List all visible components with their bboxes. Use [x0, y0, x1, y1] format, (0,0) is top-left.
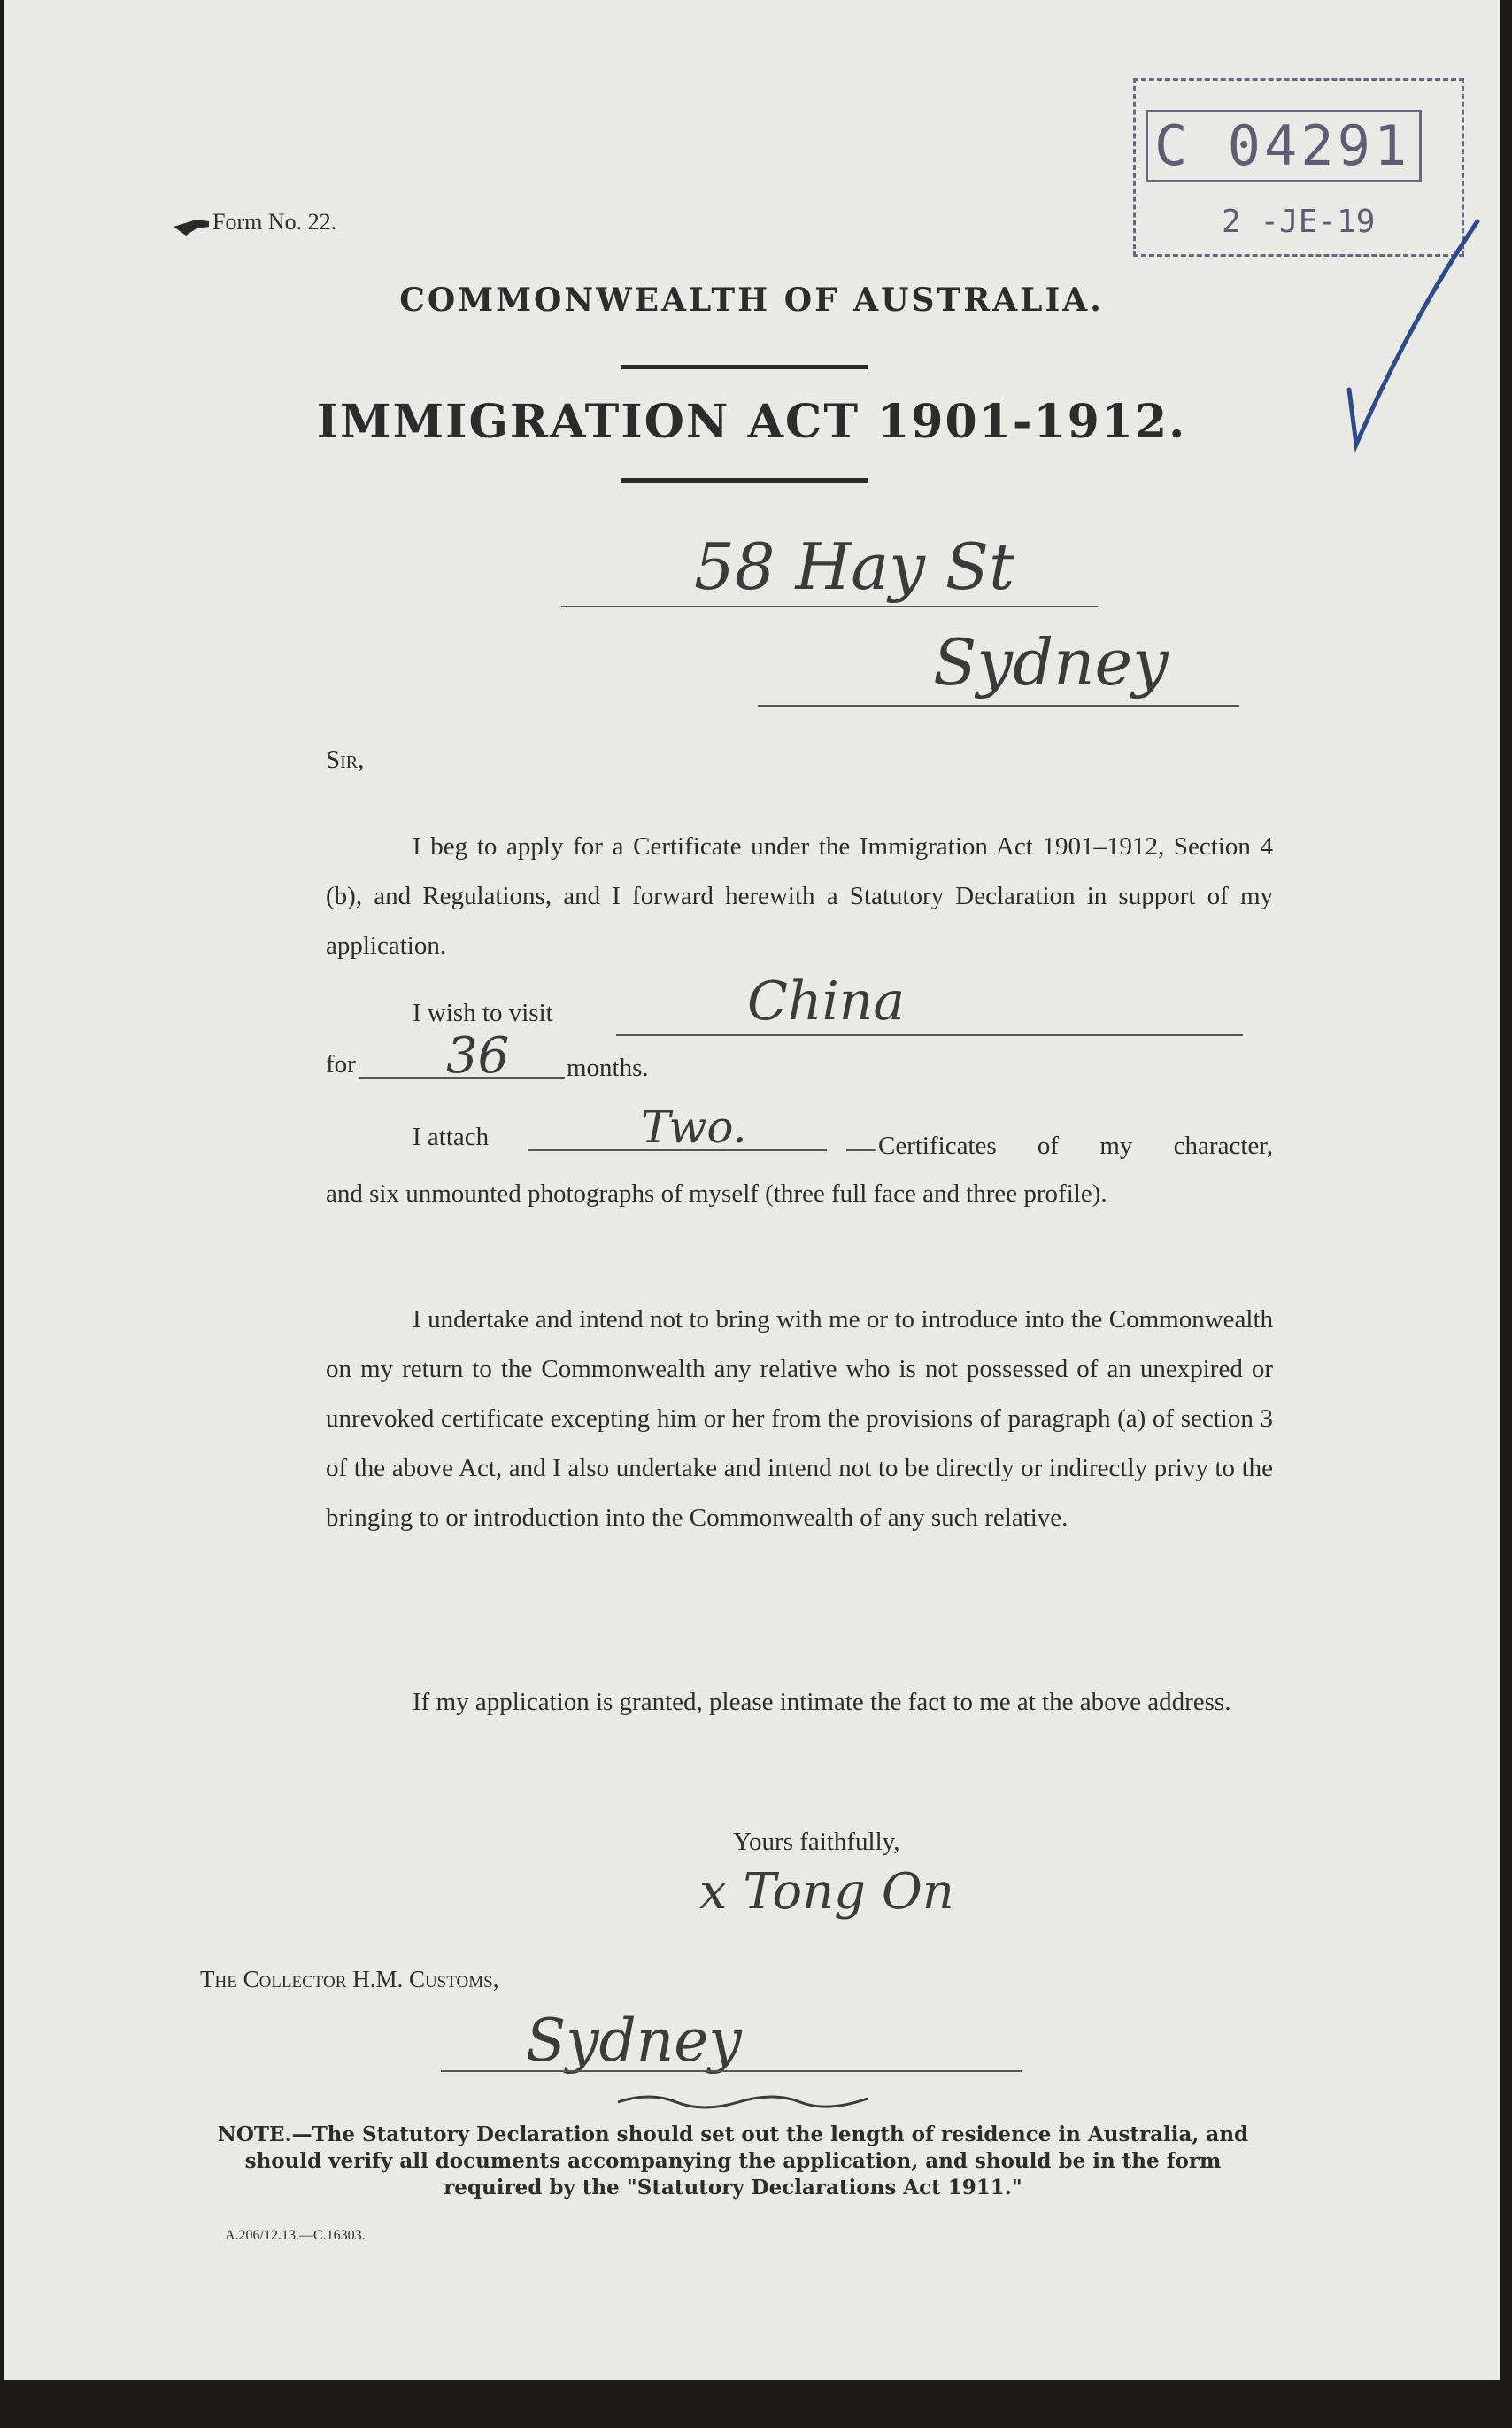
- salutation: Sir,: [326, 746, 365, 774]
- stamp-number: C 04291: [1154, 113, 1411, 178]
- flourish-underline: [614, 2086, 871, 2113]
- addressee-label: The Collector H.M. Customs,: [200, 1966, 499, 1992]
- act-title: IMMIGRATION ACT 1901-1912.: [316, 395, 1187, 449]
- addressee-rule: [441, 2070, 1022, 2072]
- address-line-1: 58 Hay St: [694, 530, 1015, 604]
- attach-rule-short: [846, 1149, 876, 1151]
- paragraph-application: I beg to apply for a Certificate under the Immigration Act 1901–1912, Section 4 (b), and Regulations, and I forward herewith a Statutory Declaration in support of my application.: [326, 832, 1273, 960]
- attach-label: I attach: [413, 1123, 490, 1151]
- stamp-date: 2 -JE-19: [1222, 204, 1376, 240]
- addressee-city: Sydney: [526, 2007, 742, 2075]
- address-line-2: Sydney: [933, 625, 1169, 700]
- closing-phrase: Yours faithfully,: [733, 1828, 900, 1856]
- statutory-note: NOTE.—The Statutory Declaration should set out the length of residence in Australia, and should verify all documents accompanying the application, and should be in the form required by the "Statutory Declarations Act 1911.": [217, 2123, 1249, 2200]
- pointing-hand-icon: [170, 209, 212, 241]
- attach-photographs-text: and six unmounted photographs of myself (three full face and three profile).: [326, 1179, 1107, 1208]
- paragraph-intimation: If my application is granted, please intimate the fact to me at the above address.: [413, 1688, 1231, 1716]
- visit-destination: China: [747, 970, 906, 1032]
- attach-count: Two.: [641, 1102, 747, 1153]
- signature: x Tong On: [699, 1863, 954, 1921]
- months-value: 36: [446, 1027, 510, 1085]
- address-rule-2: [758, 705, 1239, 707]
- printer-reference: A.206/12.13.—C.16303.: [225, 2228, 366, 2243]
- address-rule-1: [561, 606, 1099, 607]
- header-rule-bottom: [621, 478, 868, 483]
- form-number: Form No. 22.: [212, 209, 337, 235]
- header-rule-top: [621, 365, 868, 369]
- commonwealth-heading: COMMONWEALTH OF AUSTRALIA.: [399, 282, 1104, 319]
- document-page: [4, 0, 1500, 2380]
- for-label: for: [326, 1050, 356, 1079]
- visit-rule: [616, 1034, 1243, 1036]
- months-label: months.: [567, 1054, 649, 1082]
- attach-certificates-label: Certificates of my character,: [878, 1132, 1273, 1160]
- visit-label: I wish to visit: [413, 999, 553, 1027]
- paragraph-undertaking: I undertake and intend not to bring with me or to introduce into the Commonwealth on my return to the Commonwealth any relative who is not possessed of an unexpired or unrevoked certificate excepting him or her from the provisions of paragraph (a) of section 3 of the above Act, and I also undertake and intend not to be directly or indirectly privy to the bringing to or introduction into the Commonwealth of any such relative.: [326, 1305, 1273, 1532]
